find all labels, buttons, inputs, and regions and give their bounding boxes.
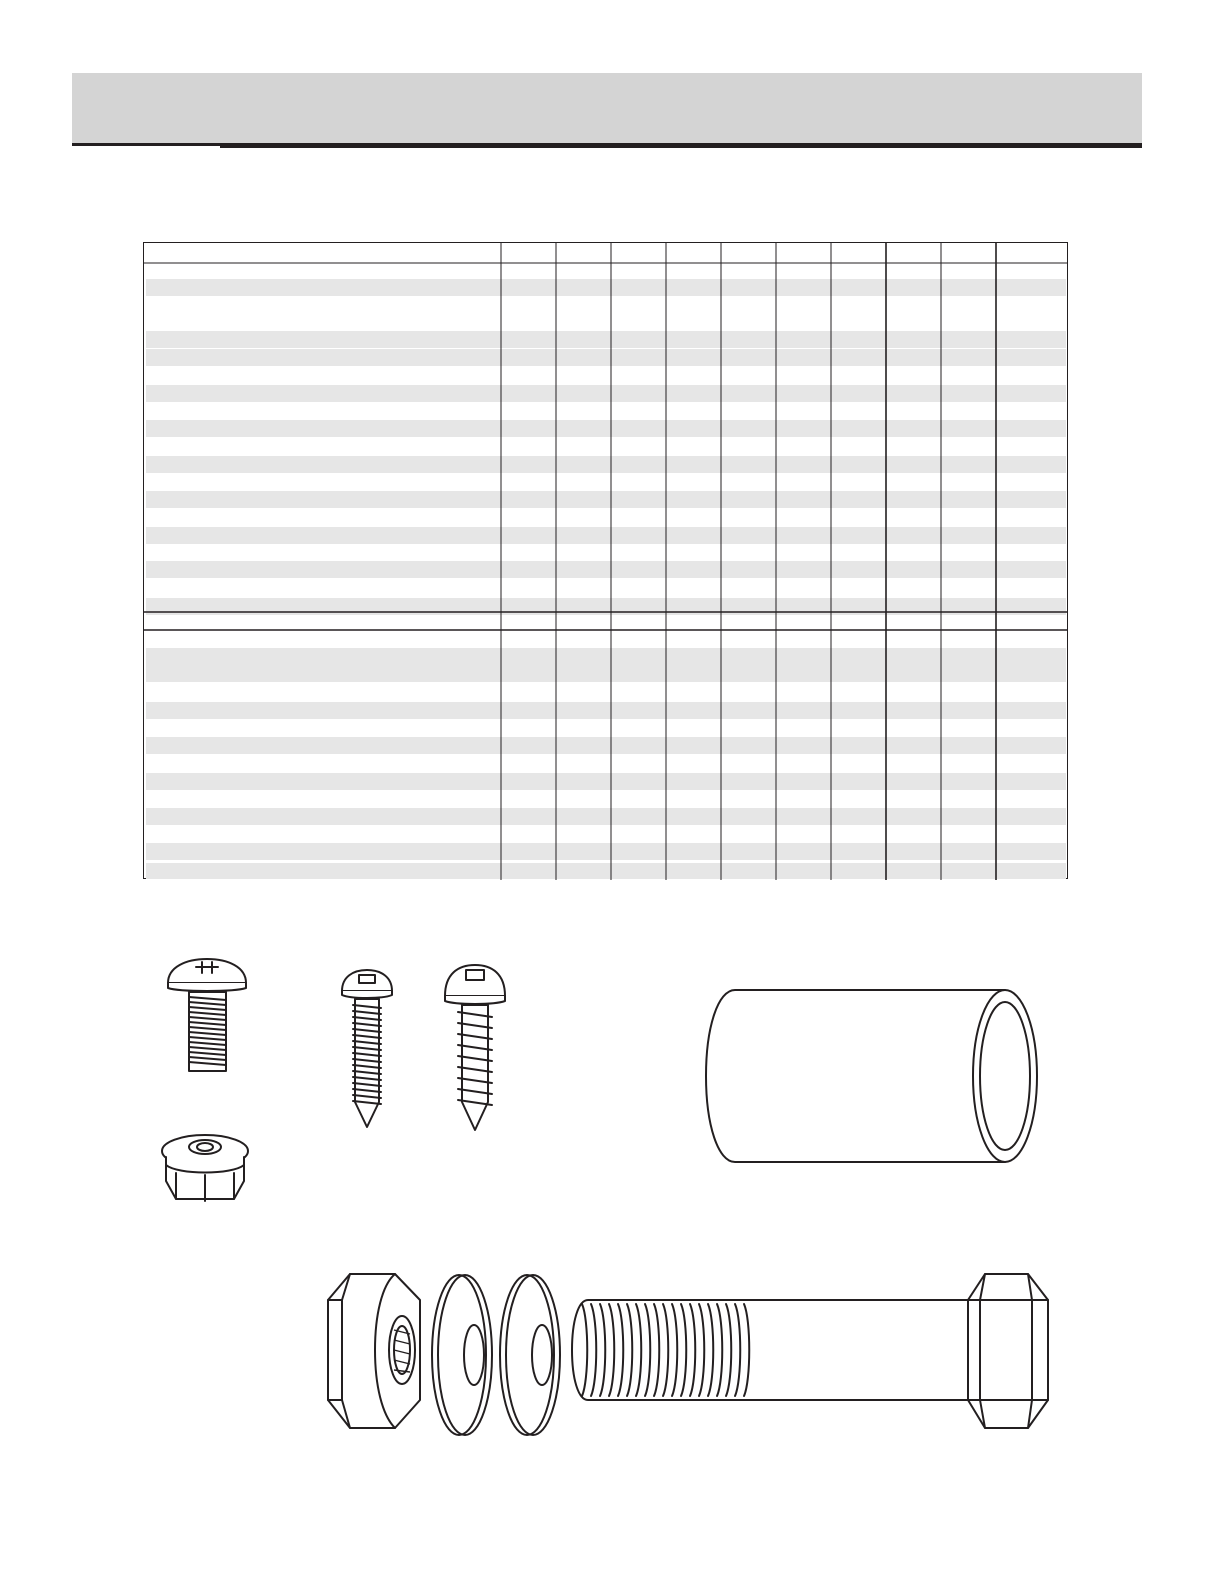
- flat-washer-icon: [500, 1275, 560, 1435]
- table-row: [146, 843, 1066, 860]
- table-row: [146, 808, 1066, 825]
- header-rule-right: [220, 143, 1142, 148]
- table-row: [146, 456, 1066, 473]
- hex-bolt-icon: [572, 1274, 1048, 1428]
- flat-washer-icon: [432, 1275, 492, 1435]
- truss-head-machine-screw-figure: [160, 955, 255, 1080]
- header-rule-left: [72, 143, 220, 146]
- lock-nut-icon: [328, 1274, 420, 1428]
- table-row: [146, 665, 1066, 682]
- table-row: [146, 331, 1066, 348]
- table-row: [146, 385, 1066, 402]
- table-row: [146, 491, 1066, 508]
- hardware-table: [143, 242, 1068, 879]
- table-row: [146, 863, 1066, 879]
- small-pan-head-tapping-screw-figure: [337, 967, 397, 1132]
- spacer-tube-figure: [700, 985, 1045, 1170]
- hardware-table-grid: [144, 243, 1069, 880]
- hex-bolt-set-figure: [320, 1260, 1055, 1450]
- large-pan-head-tapping-screw-figure: [440, 962, 510, 1134]
- table-row: [146, 349, 1066, 366]
- table-row: [146, 702, 1066, 719]
- table-row: [146, 420, 1066, 437]
- table-row: [146, 561, 1066, 578]
- table-row: [146, 527, 1066, 544]
- table-row: [146, 648, 1066, 665]
- flange-nut-figure: [158, 1125, 253, 1210]
- header-band: [72, 73, 1142, 143]
- table-row: [146, 773, 1066, 790]
- table-row: [146, 737, 1066, 754]
- table-row: [146, 279, 1066, 296]
